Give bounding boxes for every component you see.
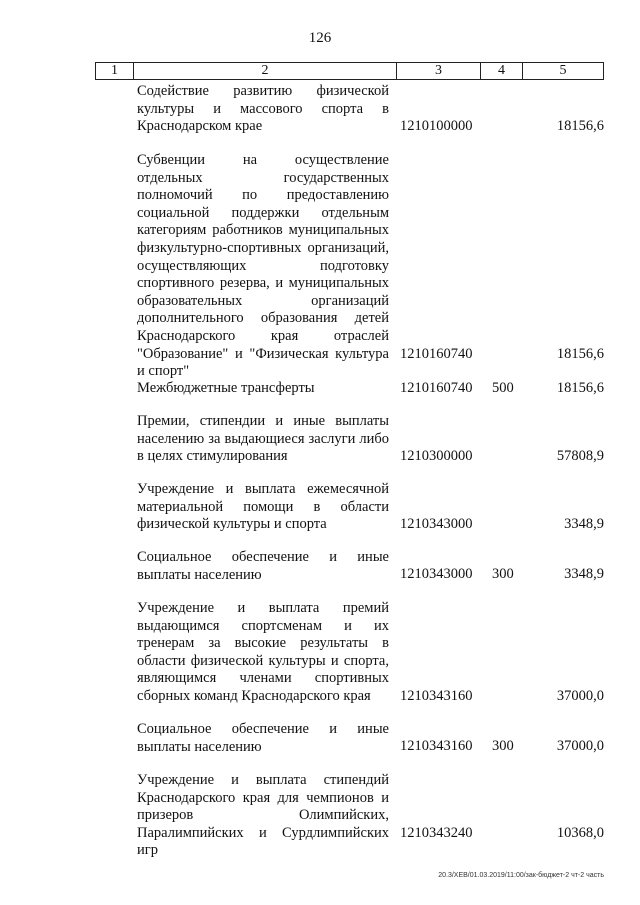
header-col-3: 3 xyxy=(397,63,481,79)
header-col-2: 2 xyxy=(134,63,397,79)
row-amount: 3348,9 xyxy=(564,516,604,533)
row-description: Социальное обеспечение и иные выплаты населению xyxy=(137,549,389,583)
table-row xyxy=(0,83,640,136)
row-amount: 57808,9 xyxy=(556,448,604,465)
row-code: 1210343160 xyxy=(400,738,473,755)
row-description: Субвенции на осуществление отдельных государственных полномочий по предоставлению социальной поддержки отдельным категориям работников муниципальных физкультурно-спортивных организаций, осуществляющих подготовку спортивного резерва, и муниципальных образовательных организаций дополнительного образования детей Краснодарского края отраслей "Образование" и "Физическая культура и спорт" xyxy=(137,152,389,380)
page-number: 126 xyxy=(308,30,332,46)
table-row xyxy=(0,549,640,584)
header-col-1: 1 xyxy=(96,63,134,79)
row-type: 300 xyxy=(492,566,514,583)
row-description: Учреждение и выплата стипендий Краснодарского края для чемпионов и призеров Олимпийских, Паралимпийских и Сурдлимпийских игр xyxy=(137,772,389,859)
table-row xyxy=(0,772,640,859)
row-description: Премии, стипендии и иные выплаты населению за выдающиеся заслуги либо в целях стимулирования xyxy=(137,413,389,465)
row-code: 1210343160 xyxy=(400,688,473,705)
row-description: Межбюджетные трансферты xyxy=(137,380,315,396)
row-amount: 18156,6 xyxy=(556,118,604,135)
row-type: 500 xyxy=(492,380,514,397)
row-code: 1210160740 xyxy=(400,346,473,363)
table-row xyxy=(0,380,640,398)
row-amount: 3348,9 xyxy=(564,566,604,583)
table-row xyxy=(0,481,640,534)
row-code: 1210343240 xyxy=(400,825,473,842)
header-col-5: 5 xyxy=(559,63,567,78)
row-description: Содействие развитию физической культуры и массового спорта в Краснодарском крае xyxy=(137,83,389,135)
row-code: 1210300000 xyxy=(400,448,473,465)
table-row xyxy=(0,721,640,756)
table-row xyxy=(0,413,640,466)
table-row xyxy=(0,152,640,380)
table-row xyxy=(0,600,640,706)
row-amount: 37000,0 xyxy=(556,738,604,755)
row-amount: 18156,6 xyxy=(556,380,604,397)
row-code: 1210343000 xyxy=(400,516,473,533)
header-col-4: 4 xyxy=(481,63,523,79)
row-description: Учреждение и выплата премий выдающимся спортсменам и их тренерам за высокие результаты в области физической культуры и спорта, являющимся членами спортивных сборных команд Краснодарского края xyxy=(137,600,389,704)
document-footer: 20.3/ХЕВ/01.03.2019/11:00/зак-бюджет-2 чт-2 часть xyxy=(438,872,604,879)
row-description: Социальное обеспечение и иные выплаты населению xyxy=(137,721,389,755)
row-amount: 37000,0 xyxy=(556,688,604,705)
row-code: 1210160740 xyxy=(400,380,473,397)
table-header xyxy=(95,62,604,80)
row-amount: 10368,0 xyxy=(556,825,604,842)
row-code: 1210100000 xyxy=(400,118,473,135)
row-amount: 18156,6 xyxy=(556,346,604,363)
row-type: 300 xyxy=(492,738,514,755)
row-description: Учреждение и выплата ежемесячной материальной помощи в области физической культуры и спорта xyxy=(137,481,389,533)
row-code: 1210343000 xyxy=(400,566,473,583)
